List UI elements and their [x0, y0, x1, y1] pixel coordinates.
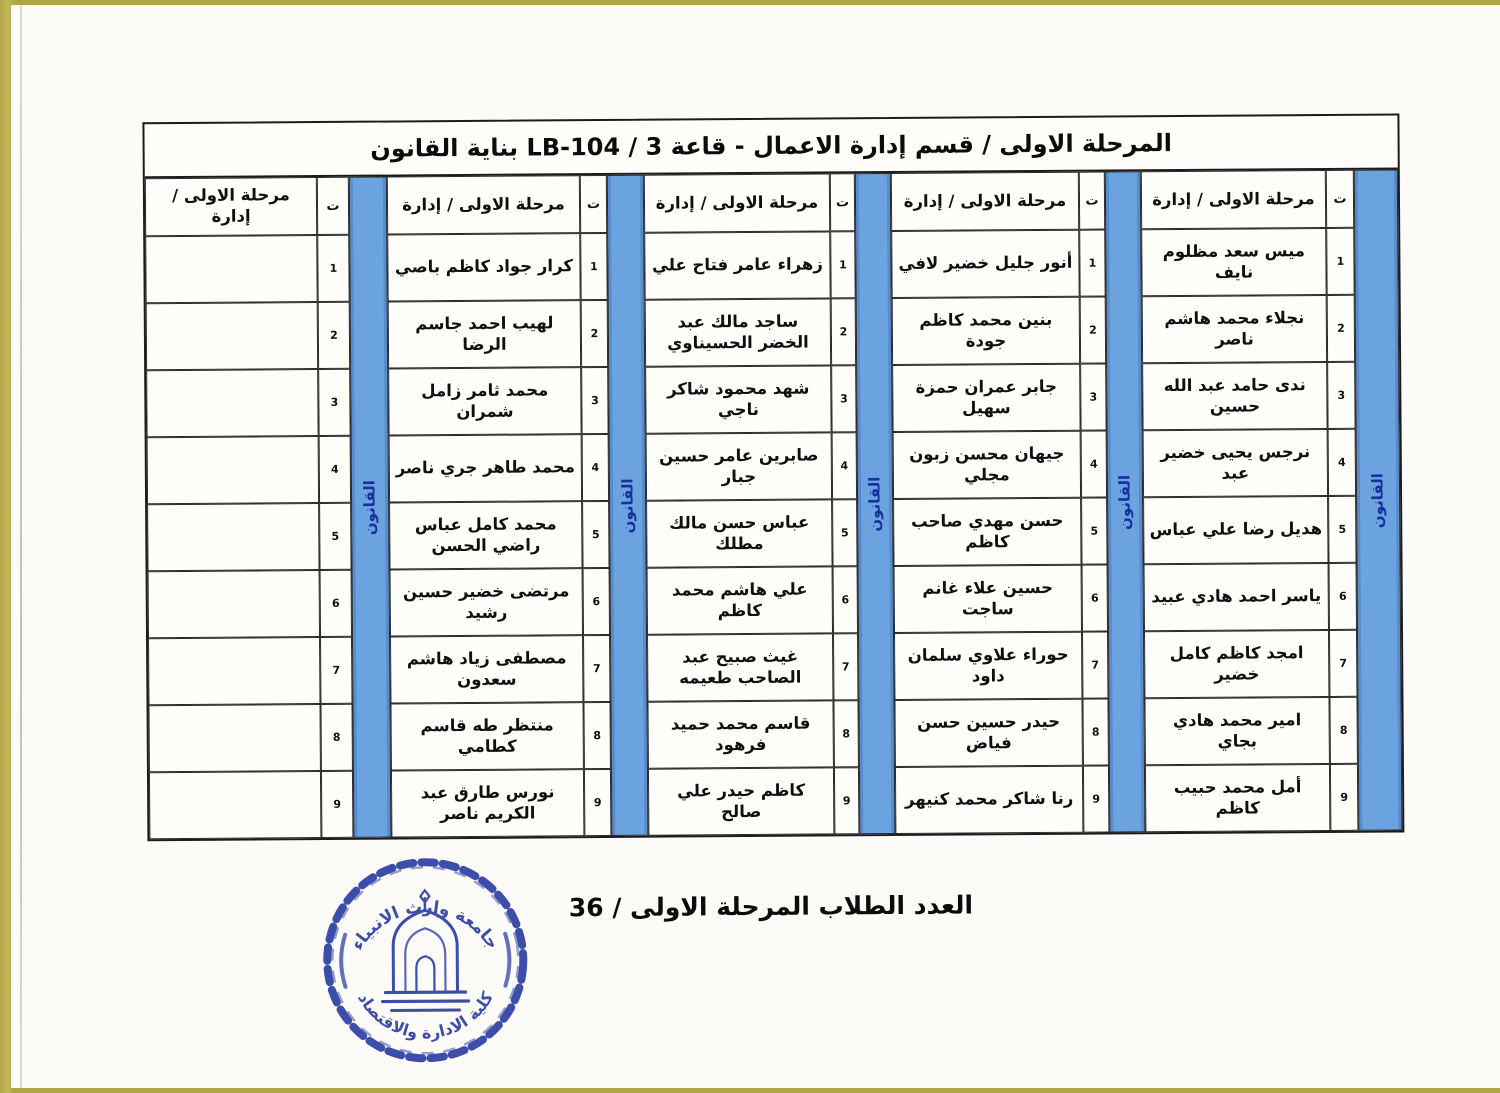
- university-stamp: [312, 847, 538, 1073]
- serial-cell: 7: [1082, 632, 1108, 699]
- student-name-cell: جيهان محسن زبون مجلي: [893, 431, 1081, 499]
- names-column-header: مرحلة الاولى / إدارة: [891, 172, 1079, 231]
- student-name-cell: محمد كامل عباس راضي الحسن: [389, 501, 582, 569]
- serial-cell: 9: [584, 769, 611, 836]
- serial-cell: 8: [583, 702, 610, 769]
- building-strip-label: القانون: [1368, 472, 1388, 528]
- building-strip: [855, 173, 896, 834]
- serial-cell: 9: [1330, 764, 1358, 831]
- student-name-cell: ندى حامد عبد الله حسين: [1142, 362, 1327, 430]
- serial-cell: 1: [580, 233, 607, 300]
- serial-cell: 3: [831, 365, 856, 432]
- serial-column-header: ت: [830, 173, 855, 231]
- student-name-cell: رنا شاكر محمد كنيهر: [895, 766, 1083, 834]
- student-roster-table: [142, 113, 1404, 841]
- student-name-cell: نجلاء محمد هاشم ناصر: [1142, 295, 1327, 363]
- student-name-cell: أنور جليل خضير لافي: [891, 230, 1079, 298]
- building-strip: [349, 177, 392, 838]
- serial-cell: 7: [583, 635, 610, 702]
- serial-column-header: ت: [317, 177, 349, 235]
- student-name-cell: بنين محمد كاظم جودة: [892, 297, 1080, 365]
- serial-column-header: ت: [580, 175, 607, 233]
- student-name-cell: نرجس يحيى خضير عبد: [1143, 429, 1328, 497]
- building-strip: [607, 175, 649, 836]
- student-name-cell: [147, 503, 319, 571]
- serial-cell: 9: [1083, 766, 1109, 833]
- names-column-header: مرحلة الاولى / إدارة: [644, 173, 830, 232]
- student-name-cell: لهيب احمد جاسم الرضا: [388, 300, 581, 368]
- student-name-cell: حسن مهدي صاحب كاظم: [893, 498, 1081, 566]
- student-name-cell: حيدر حسين حسن فياض: [894, 699, 1082, 767]
- student-name-cell: [149, 771, 321, 839]
- student-name-cell: [148, 570, 320, 638]
- serial-cell: 7: [1329, 630, 1357, 697]
- svg-text:كلية الادارة والاقتصاد: [354, 988, 498, 1043]
- student-name-cell: منتظر طه قاسم كطامي: [390, 702, 583, 770]
- serial-cell: 6: [833, 566, 858, 633]
- student-name-cell: [148, 704, 320, 772]
- serial-cell: 8: [833, 700, 858, 767]
- stamp-top-text: جامعة وارث الانبياء: [347, 897, 503, 954]
- student-count-line: العدد الطلاب المرحلة الاولى / 36: [568, 890, 974, 923]
- student-name-cell: [146, 302, 318, 370]
- serial-cell: 4: [832, 432, 857, 499]
- stamp-bottom-text: كلية الادارة والاقتصاد: [354, 988, 497, 1043]
- serial-cell: 3: [1080, 364, 1106, 431]
- student-name-cell: جابر عمران حمزة سهيل: [892, 364, 1080, 432]
- serial-cell: 2: [581, 300, 608, 367]
- serial-cell: 1: [1326, 228, 1354, 295]
- stamp-left-bracket: [341, 935, 345, 987]
- serial-cell: 9: [834, 767, 859, 834]
- student-name-cell: قاسم محمد حميد فرهود: [647, 700, 833, 768]
- building-strip-label: القانون: [865, 476, 885, 532]
- serial-cell: 3: [581, 367, 608, 434]
- names-column-header: مرحلة الاولى / إدارة: [387, 175, 580, 234]
- serial-cell: 7: [320, 637, 352, 704]
- serial-cell: 2: [1327, 295, 1355, 362]
- serial-cell: 5: [832, 499, 857, 566]
- serial-column-header: ت: [1326, 170, 1354, 228]
- svg-text:جامعة وارث الانبياء: [347, 897, 503, 955]
- serial-cell: 5: [582, 501, 609, 568]
- serial-cell: 6: [1329, 563, 1357, 630]
- student-name-cell: نورس طارق عبد الكريم ناصر: [391, 769, 584, 837]
- building-strip-label: القانون: [618, 477, 637, 533]
- serial-cell: 5: [1328, 496, 1356, 563]
- serial-cell: 1: [1079, 230, 1105, 297]
- serial-cell: 6: [320, 570, 352, 637]
- serial-column-header: ت: [1079, 172, 1105, 230]
- serial-cell: 4: [582, 434, 609, 501]
- student-name-cell: غيث صبيح عبد الصاحب طعيمه: [647, 633, 833, 701]
- student-name-cell: مصطفى زياد هاشم سعدون: [390, 635, 583, 703]
- student-name-cell: محمد ثامر زامل شمران: [388, 367, 581, 435]
- student-name-cell: [147, 436, 319, 504]
- student-name-cell: ياسر احمد هادي عبيد: [1144, 563, 1329, 631]
- stamp-right-bracket: [505, 934, 509, 986]
- serial-cell: 6: [583, 568, 610, 635]
- serial-cell: 4: [1328, 429, 1356, 496]
- building-strip-label: القانون: [1115, 474, 1135, 530]
- serial-cell: 2: [1080, 297, 1106, 364]
- serial-cell: 8: [1329, 697, 1357, 764]
- serial-cell: 5: [1081, 498, 1107, 565]
- student-name-cell: [145, 235, 317, 303]
- student-name-cell: كاظم حيدر علي صالح: [648, 767, 834, 835]
- serial-cell: 4: [319, 436, 351, 503]
- student-name-cell: امجد كاظم كامل خضير: [1144, 630, 1329, 698]
- student-name-cell: ساجد مالك عبد الخضر الحسيناوي: [645, 298, 831, 366]
- student-name-cell: امير محمد هادي بجاي: [1144, 697, 1329, 765]
- student-name-cell: [148, 637, 320, 705]
- serial-cell: 3: [318, 369, 350, 436]
- student-name-cell: هديل رضا علي عباس: [1143, 496, 1328, 564]
- student-name-cell: عباس حسن مالك مطلك: [646, 499, 832, 567]
- student-name-cell: زهراء عامر فتاح علي: [644, 231, 830, 299]
- student-name-cell: علي هاشم محمد كاظم: [647, 566, 833, 634]
- serial-cell: 8: [320, 704, 352, 771]
- serial-cell: 7: [833, 633, 858, 700]
- names-column-header: مرحلة الاولى / إدارة: [1141, 170, 1326, 229]
- serial-cell: 4: [1081, 431, 1107, 498]
- student-name-cell: ميس سعد مظلوم نايف: [1141, 228, 1326, 296]
- serial-cell: 1: [317, 235, 349, 302]
- student-name-cell: شهد محمود شاكر ناجي: [645, 365, 831, 433]
- serial-cell: 2: [318, 302, 350, 369]
- names-column-header: مرحلة الاولى / إدارة: [145, 177, 317, 236]
- student-name-cell: كرار جواد كاظم باصي: [387, 233, 580, 301]
- serial-cell: 2: [831, 298, 856, 365]
- roster-grid: [145, 169, 1403, 839]
- student-name-cell: أمل محمد حبيب كاظم: [1145, 764, 1330, 832]
- serial-cell: 3: [1327, 362, 1355, 429]
- serial-cell: 1: [830, 231, 855, 298]
- student-name-cell: حوراء علاوي سلمان داود: [894, 632, 1082, 700]
- building-strip-label: القانون: [360, 479, 380, 535]
- student-name-cell: [146, 369, 318, 437]
- student-name-cell: محمد طاهر جري ناصر: [389, 434, 582, 502]
- building-strip: [1105, 171, 1146, 832]
- student-name-cell: حسين علاء غانم ساجت: [894, 565, 1082, 633]
- building-strip: [1354, 169, 1403, 830]
- serial-cell: 9: [321, 771, 353, 838]
- serial-cell: 6: [1082, 565, 1108, 632]
- serial-cell: 8: [1082, 699, 1108, 766]
- table-title: المرحلة الاولى / قسم إدارة الاعمال - قاعة 3 / LB-104 بناية القانون: [144, 115, 1397, 178]
- student-name-cell: صابرين عامر حسين جبار: [646, 432, 832, 500]
- student-name-cell: مرتضى خضير حسين رشيد: [390, 568, 583, 636]
- serial-cell: 5: [319, 503, 351, 570]
